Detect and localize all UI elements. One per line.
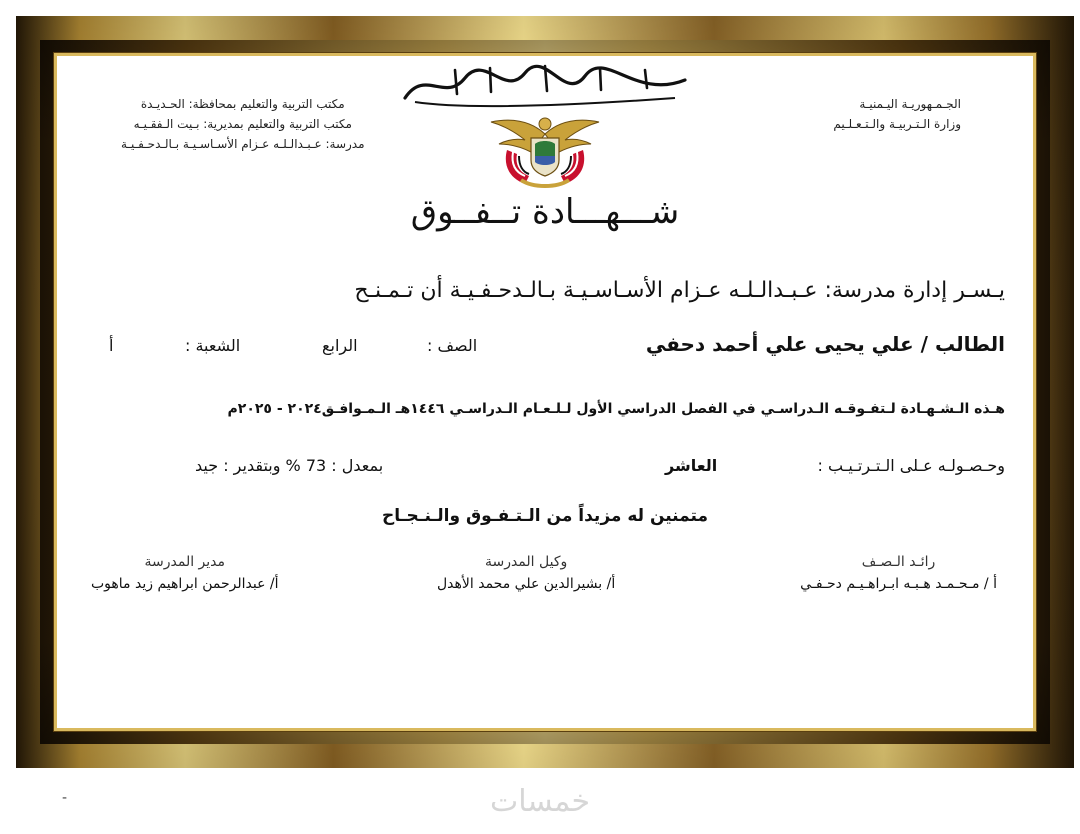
signature-principal [91,554,279,592]
flag-shield-icon [531,138,559,176]
header-governorate-office: مكتب التربية والتعليم بمحافظة: الحـديـدة [140,97,345,111]
grade-value: الرابع [322,336,358,355]
certificate-frame [16,16,1074,768]
intro-text: يـسـر إدارة مدرسة: عـبـدالـلـه عـزام الأسـاسـيـة بـالـدحـفـيـة أن تـمـنـح [354,278,1005,303]
header-school: مدرسة: عـبـدالـلـه عـزام الأسـاسـيـة بـالـدحـفـيـة [121,137,365,151]
certificate-panel [54,53,1036,731]
footer-mark: - [62,790,68,806]
rank-value: العاشر [665,456,718,475]
signature-role: وكيل المدرسة [484,554,568,570]
signature-name: أ / مـحـمـد هـبـه ابـراهـيـم دحـفـي [800,576,997,592]
certificate-statement: هـذه الـشـهـادة لـتفـوقـه الـدراسـي في الفصل الدراسي الأول لـلـعـام الـدراسـي ١٤٤٦هـ الـمـوافـق٢٠٢٤ - ٢٠٢٥م [227,401,1005,417]
signature-role: مدير المدرسة [144,554,226,570]
rank-label: وحـصـولـه عـلى الـتـرتـيـب : [817,456,1005,475]
student-name: الطالب / علي يحيى علي أحمد دحفي [645,332,1005,356]
signature-name: أ/ بشيرالدين علي محمد الأهدل [437,576,616,592]
certificate-title: شـــهـــادة تــفــوق [410,192,680,232]
watermark-logo: خمسات [489,784,591,819]
signature-role: رائـد الـصـف [861,554,936,570]
eagle-emblem-icon [485,110,605,190]
header-office [121,94,365,154]
frame-dark-band [40,40,1050,744]
basmala-calligraphy-icon [395,58,695,112]
average-and-grade: بمعدل : 73 % وبتقدير : جيد [195,456,384,475]
header-district-office: مكتب التربية والتعليم بمديرية: بـيت الـفقـيـه [133,117,352,131]
header-ministry-name: وزارة الـتـربيـة والـتـعـلـيم [833,117,961,131]
grade-label: الصف : [427,336,478,355]
signature-class-leader [800,554,997,592]
wishes-text: متمنين له مزيداً من الـتـفـوق والـنـجـاح [382,506,708,526]
header-ministry [833,94,961,134]
signature-deputy [437,554,615,592]
section-label: الشعبة : [185,336,241,355]
signature-name: أ/ عبدالرحمن ابراهيم زيد ماهوب [91,576,279,592]
section-value: أ [109,336,114,355]
certificate-body [57,56,1033,728]
header-country: الجـمـهوريـة اليـمنيـة [859,97,961,111]
